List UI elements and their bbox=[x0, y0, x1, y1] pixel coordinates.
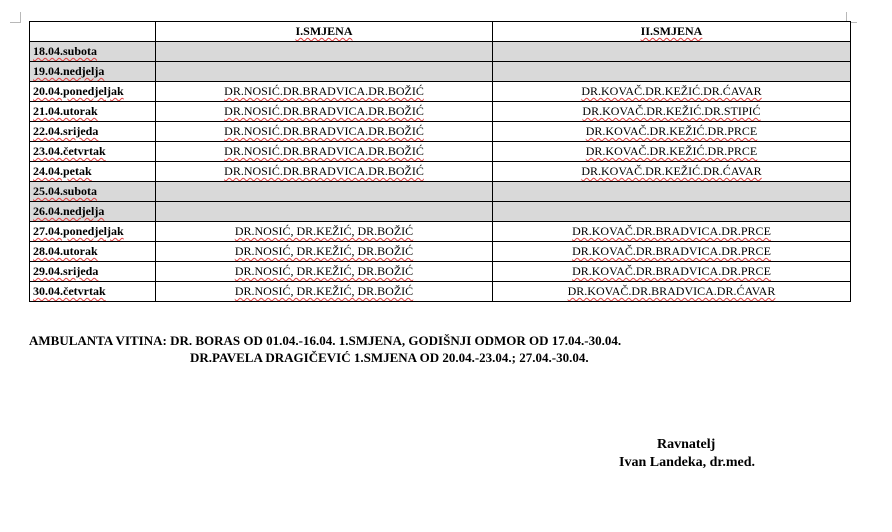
second-shift-doctors: DR.KOVAČ.DR.KEŽIĆ.DR.ĆAVAR bbox=[581, 164, 762, 178]
date-label: 23.04.četvrtak bbox=[33, 144, 106, 158]
first-shift-cell bbox=[156, 162, 493, 182]
second-shift-cell bbox=[493, 162, 851, 182]
header-first-shift-label: I.SMJENA bbox=[295, 24, 353, 38]
first-shift-doctors: DR.NOSIĆ, DR.KEŽIĆ, DR.BOŽIĆ bbox=[234, 224, 414, 238]
second-shift-doctors: DR.KOVAČ.DR.BRADVICA.DR.PRCE bbox=[572, 224, 771, 238]
first-shift-cell bbox=[156, 202, 493, 222]
table-row bbox=[30, 262, 851, 282]
date-cell bbox=[30, 42, 156, 62]
signature-name: Ivan Landeka, dr.med. bbox=[619, 455, 756, 470]
header-second-shift bbox=[493, 22, 851, 42]
second-shift-doctors: DR.KOVAČ.DR.KEŽIĆ.DR.STIPIĆ bbox=[582, 104, 761, 118]
table-row bbox=[30, 182, 851, 202]
first-shift-cell bbox=[156, 262, 493, 282]
second-shift-cell bbox=[493, 142, 851, 162]
second-shift-doctors: DR.KOVAČ.DR.BRADVICA.DR.PRCE bbox=[572, 244, 771, 258]
date-cell bbox=[30, 62, 156, 82]
second-shift-doctors: DR.KOVAČ.DR.KEŽIĆ.DR.ĆAVAR bbox=[581, 84, 762, 98]
date-cell bbox=[30, 202, 156, 222]
date-label: 29.04.srijeda bbox=[33, 264, 99, 278]
date-label: 25.04.subota bbox=[33, 184, 98, 198]
first-shift-cell bbox=[156, 282, 493, 302]
second-shift-cell bbox=[493, 182, 851, 202]
first-shift-cell bbox=[156, 82, 493, 102]
signature-title: Ravnatelj bbox=[657, 437, 716, 452]
first-shift-cell bbox=[156, 242, 493, 262]
date-cell bbox=[30, 242, 156, 262]
date-cell bbox=[30, 102, 156, 122]
date-label: 24.04.petak bbox=[33, 164, 92, 178]
second-shift-cell bbox=[493, 62, 851, 82]
first-shift-cell bbox=[156, 122, 493, 142]
first-shift-cell bbox=[156, 222, 493, 242]
table-header-row bbox=[30, 22, 851, 42]
date-label: 21.04.utorak bbox=[33, 104, 98, 118]
page-corner-mark-left bbox=[10, 12, 21, 23]
date-cell bbox=[30, 282, 156, 302]
first-shift-cell bbox=[156, 142, 493, 162]
second-shift-doctors: DR.KOVAČ.DR.KEŽIĆ.DR.PRCE bbox=[585, 124, 758, 138]
table-row bbox=[30, 282, 851, 302]
first-shift-doctors: DR.NOSIĆ, DR.KEŽIĆ, DR.BOŽIĆ bbox=[234, 264, 414, 278]
date-cell bbox=[30, 262, 156, 282]
second-shift-cell bbox=[493, 242, 851, 262]
second-shift-cell bbox=[493, 202, 851, 222]
date-cell bbox=[30, 82, 156, 102]
date-label: 26.04.nedjelja bbox=[33, 204, 105, 218]
table-row bbox=[30, 142, 851, 162]
date-cell bbox=[30, 162, 156, 182]
second-shift-cell bbox=[493, 102, 851, 122]
table-row bbox=[30, 82, 851, 102]
table-row bbox=[30, 162, 851, 182]
date-cell bbox=[30, 142, 156, 162]
second-shift-cell bbox=[493, 222, 851, 242]
date-label: 19.04.nedjelja bbox=[33, 64, 105, 78]
table-row bbox=[30, 122, 851, 142]
schedule-body bbox=[30, 42, 851, 302]
header-date-cell bbox=[30, 22, 156, 42]
first-shift-cell bbox=[156, 42, 493, 62]
date-label: 30.04.četvrtak bbox=[33, 284, 106, 298]
second-shift-doctors: DR.KOVAČ.DR.BRADVICA.DR.ĆAVAR bbox=[567, 284, 776, 298]
date-label: 20.04.ponedjeljak bbox=[33, 84, 124, 98]
first-shift-doctors: DR.NOSIĆ.DR.BRADVICA.DR.BOŽIĆ bbox=[224, 104, 424, 118]
table-row bbox=[30, 202, 851, 222]
first-shift-doctors: DR.NOSIĆ, DR.KEŽIĆ, DR.BOŽIĆ bbox=[234, 284, 414, 298]
clinic-note-line-1: AMBULANTA VITINA: DR. BORAS OD 01.04.-16.04. 1.SMJENA, GODIŠNJI ODMOR OD 17.04.-30.04. bbox=[29, 333, 622, 348]
first-shift-doctors: DR.NOSIĆ.DR.BRADVICA.DR.BOŽIĆ bbox=[224, 144, 424, 158]
second-shift-doctors: DR.KOVAČ.DR.BRADVICA.DR.PRCE bbox=[572, 264, 771, 278]
first-shift-doctors: DR.NOSIĆ.DR.BRADVICA.DR.BOŽIĆ bbox=[224, 164, 424, 178]
first-shift-cell bbox=[156, 182, 493, 202]
date-cell bbox=[30, 182, 156, 202]
first-shift-doctors: DR.NOSIĆ.DR.BRADVICA.DR.BOŽIĆ bbox=[224, 124, 424, 138]
date-label: 28.04.utorak bbox=[33, 244, 98, 258]
second-shift-cell bbox=[493, 282, 851, 302]
first-shift-doctors: DR.NOSIĆ.DR.BRADVICA.DR.BOŽIĆ bbox=[224, 84, 424, 98]
header-second-shift-label: II.SMJENA bbox=[640, 24, 703, 38]
second-shift-cell bbox=[493, 122, 851, 142]
date-cell bbox=[30, 122, 156, 142]
table-row bbox=[30, 42, 851, 62]
clinic-note-line-2: DR.PAVELA DRAGIČEVIĆ 1.SMJENA OD 20.04.-23.04.; 27.04.-30.04. bbox=[190, 350, 589, 365]
table-row bbox=[30, 62, 851, 82]
first-shift-cell bbox=[156, 62, 493, 82]
first-shift-doctors: DR.NOSIĆ, DR.KEŽIĆ, DR.BOŽIĆ bbox=[234, 244, 414, 258]
second-shift-doctors: DR.KOVAČ.DR.KEŽIĆ.DR.PRCE bbox=[585, 144, 758, 158]
date-label: 18.04.subota bbox=[33, 44, 98, 58]
table-row bbox=[30, 242, 851, 262]
table-row bbox=[30, 222, 851, 242]
date-cell bbox=[30, 222, 156, 242]
second-shift-cell bbox=[493, 262, 851, 282]
date-label: 27.04.ponedjeljak bbox=[33, 224, 124, 238]
header-first-shift bbox=[156, 22, 493, 42]
first-shift-cell bbox=[156, 102, 493, 122]
table-row bbox=[30, 102, 851, 122]
date-label: 22.04.srijeda bbox=[33, 124, 99, 138]
second-shift-cell bbox=[493, 82, 851, 102]
second-shift-cell bbox=[493, 42, 851, 62]
shift-schedule-table bbox=[29, 21, 851, 302]
